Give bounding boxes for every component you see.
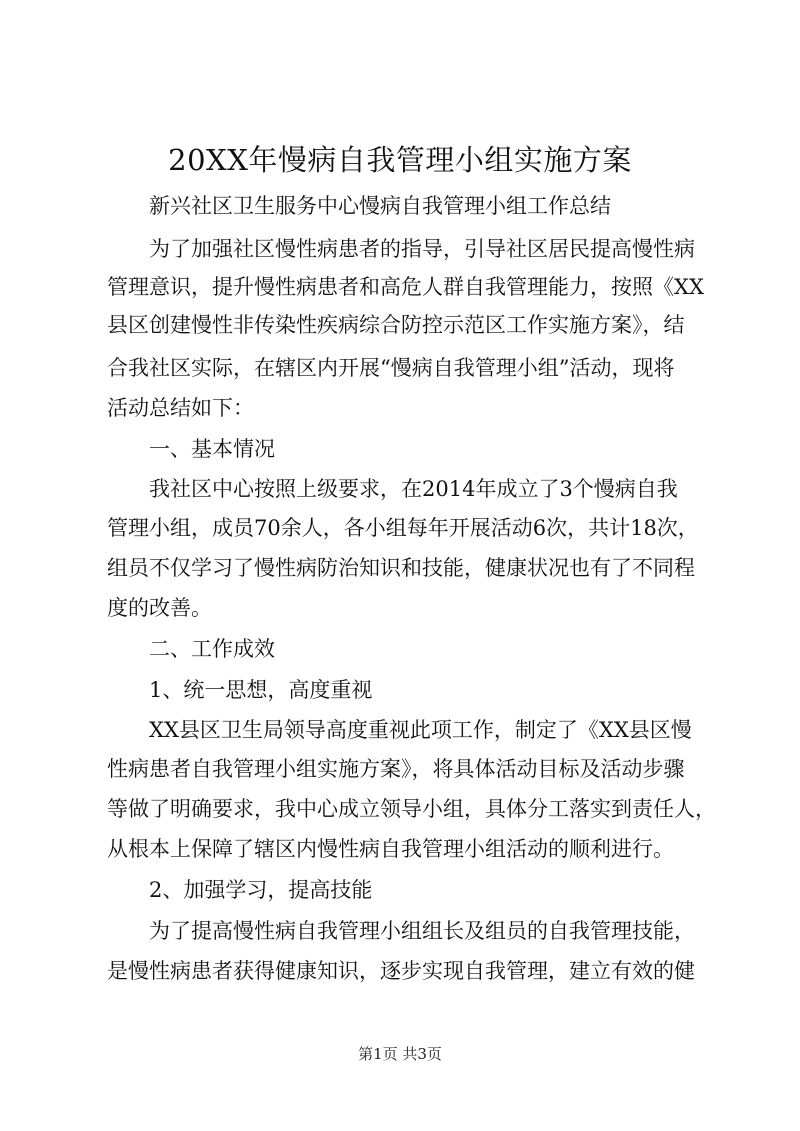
paragraph-line: 活动总结如下： — [107, 396, 254, 420]
paragraph-line: 管理小组，成员70余人，各小组每年开展活动6次，共计18次， — [107, 516, 699, 540]
section-heading: 一、基本情况 — [107, 437, 275, 461]
paragraph-line: 等做了明确要求，我中心成立领导小组，具体分工落实到责任人， — [107, 797, 716, 821]
paragraph-line: 为了加强社区慢性病患者的指导，引导社区居民提高慢性病 — [107, 237, 695, 261]
paragraph-line: 合我社区实际，在辖区内开展“慢病自我管理小组”活动，现将 — [107, 356, 675, 380]
paragraph-line: XX县区卫生局领导高度重视此项工作，制定了《XX县区慢 — [107, 718, 692, 742]
paragraph-line: 县区创建慢性非传染性疾病综合防控示范区工作实施方案》，结 — [107, 313, 685, 337]
subsection-heading: 1、统一思想，高度重视 — [107, 678, 373, 702]
page-number-footer: 第1页 共3页 — [358, 1045, 442, 1063]
paragraph-line: 是慢性病患者获得健康知识，逐步实现自我管理，建立有效的健 — [107, 959, 695, 983]
paragraph-line: 为了提高慢性病自我管理小组组长及组员的自我管理技能， — [107, 919, 695, 943]
document-title: 20XX年慢病自我管理小组实施方案 — [168, 143, 632, 177]
paragraph-line: 管理意识，提升慢性病患者和高危人群自我管理能力，按照《XX — [107, 275, 704, 299]
paragraph-line: 度的改善。 — [107, 596, 212, 620]
paragraph-line: 我社区中心按照上级要求，在2014年成立了3个慢病自我 — [107, 477, 678, 501]
paragraph-line: 从根本上保障了辖区内慢性病自我管理小组活动的顺利进行。 — [107, 837, 674, 861]
subsection-heading: 2、加强学习，提高技能 — [107, 878, 373, 902]
document-subtitle: 新兴社区卫生服务中心慢病自我管理小组工作总结 — [107, 194, 611, 218]
section-heading: 二、工作成效 — [107, 637, 275, 661]
paragraph-line: 性病患者自我管理小组实施方案》，将具体活动目标及活动步骤 — [107, 757, 685, 781]
paragraph-line: 组员不仅学习了慢性病防治知识和技能，健康状况也有了不同程 — [107, 556, 695, 580]
